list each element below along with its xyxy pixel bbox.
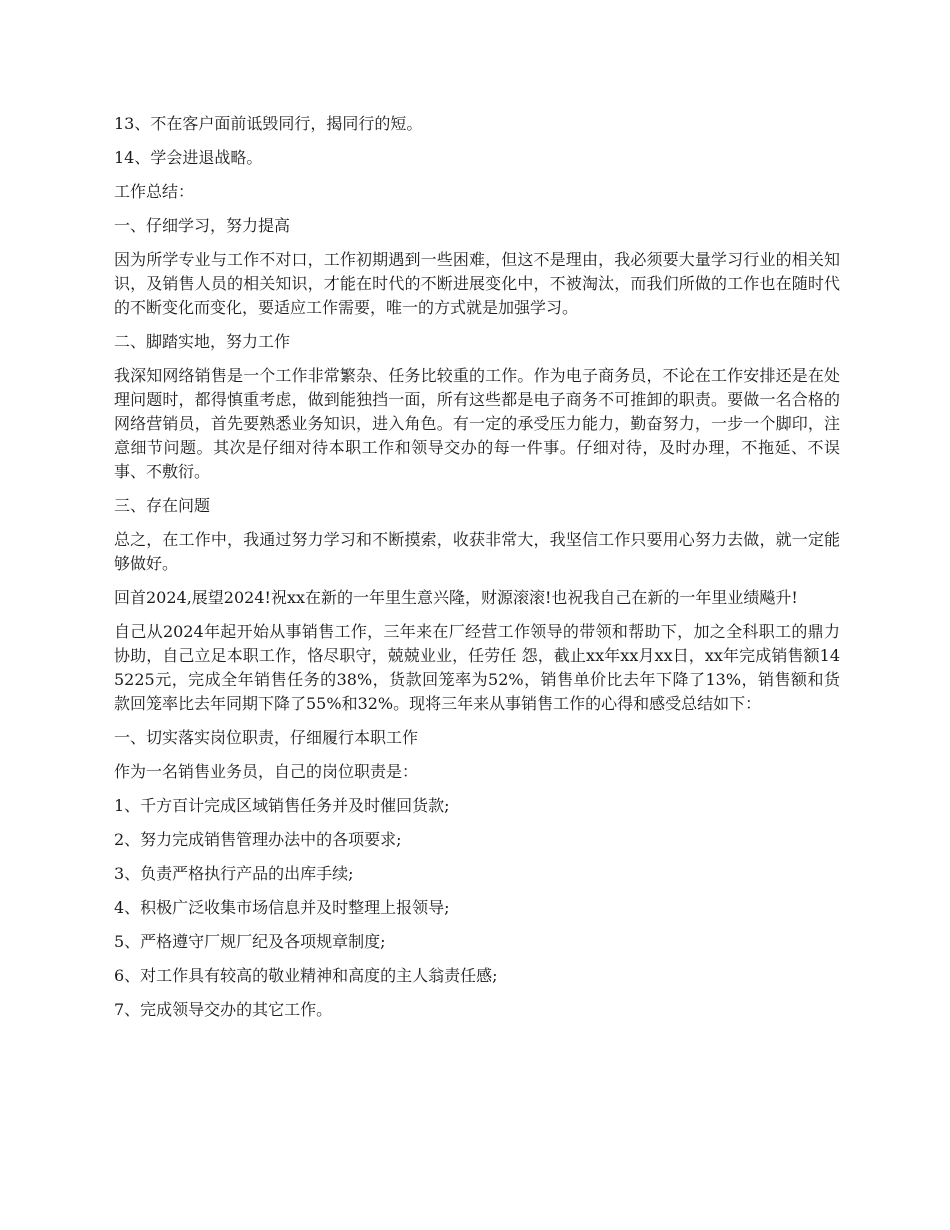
paragraph-duties-intro: 作为一名销售业务员，自己的岗位职责是： xyxy=(114,762,419,781)
paragraph-outlook: 回首2024,展望2024!祝xx在新的一年里生意兴隆，财源滚滚!也祝我自己在新的一年里业绩飚升! xyxy=(114,588,798,607)
duty-item-4: 4、积极广泛收集市场信息并及时整理上报领导; xyxy=(114,898,450,917)
duty-item-2: 2、努力完成销售管理办法中的各项要求; xyxy=(114,830,402,849)
section-heading-work-summary: 工作总结： xyxy=(114,182,195,201)
section-heading-work: 二、脚踏实地，努力工作 xyxy=(114,332,291,351)
paragraph-conclusion: 总之，在工作中，我通过努力学习和不断摸索，收获非常大，我坚信工作只要用心努力去做，就一定能够做好。 xyxy=(114,530,840,573)
paragraph-work: 我深知网络销售是一个工作非常繁杂、任务比较重的工作。作为电子商务员，不论在工作安排还是在处理问题时，都得慎重考虑，做到能独挡一面，所有这些都是电子商务不可推卸的职责。要做一名合格的网络营销员，首先要熟悉业务知识，进入角色。有一定的承受压力能力，勤奋努力，一步一个脚印，注意细节问题。其次是仔细对待本职工作和领导交办的每一件事。仔细对待，及时办理，不拖延、不误事、不敷衍。 xyxy=(114,366,840,481)
document-body xyxy=(114,112,840,1032)
paragraph-study: 因为所学专业与工作不对口，工作初期遇到一些困难，但这不是理由，我必须要大量学习行业的相关知识，及销售人员的相关知识，才能在时代的不断进展变化中，不被淘汰，而我们所做的工作也在随时代的不断变化而变化，要适应工作需要，唯一的方式就是加强学习。 xyxy=(114,250,840,317)
duty-item-5: 5、严格遵守厂规厂纪及各项规章制度; xyxy=(114,932,386,951)
list-item-13: 13、不在客户面前诋毁同行，揭同行的短。 xyxy=(114,114,423,133)
section-heading-problems: 三、存在问题 xyxy=(114,496,211,515)
duty-item-6: 6、对工作具有较高的敬业精神和高度的主人翁责任感; xyxy=(114,966,498,985)
section-heading-study: 一、仔细学习，努力提高 xyxy=(114,216,291,235)
section-heading-duties: 一、切实落实岗位职责，仔细履行本职工作 xyxy=(114,728,419,747)
paragraph-sales-summary: 自己从2024年起开始从事销售工作，三年来在厂经营工作领导的带领和帮助下，加之全科职工的鼎力协助，自己立足本职工作，恪尽职守，兢兢业业，任劳任 怨，截止xx年xx月xx日，xx年完成销售额145225元，完成全年销售任务的38%，货款回笼率为52%，销售单价比去年下降了13%，销售额和货 款回笼率比去年同期下降了55%和32%。现将三年来从事销售工作的心得和感受总结如下： xyxy=(114,622,840,713)
duty-item-7: 7、完成领导交办的其它工作。 xyxy=(114,1000,333,1019)
duty-item-1: 1、千方百计完成区域销售任务并及时催回货款; xyxy=(114,796,450,815)
list-item-14: 14、学会进退战略。 xyxy=(114,148,263,167)
duty-item-3: 3、负责严格执行产品的出库手续; xyxy=(114,864,354,883)
